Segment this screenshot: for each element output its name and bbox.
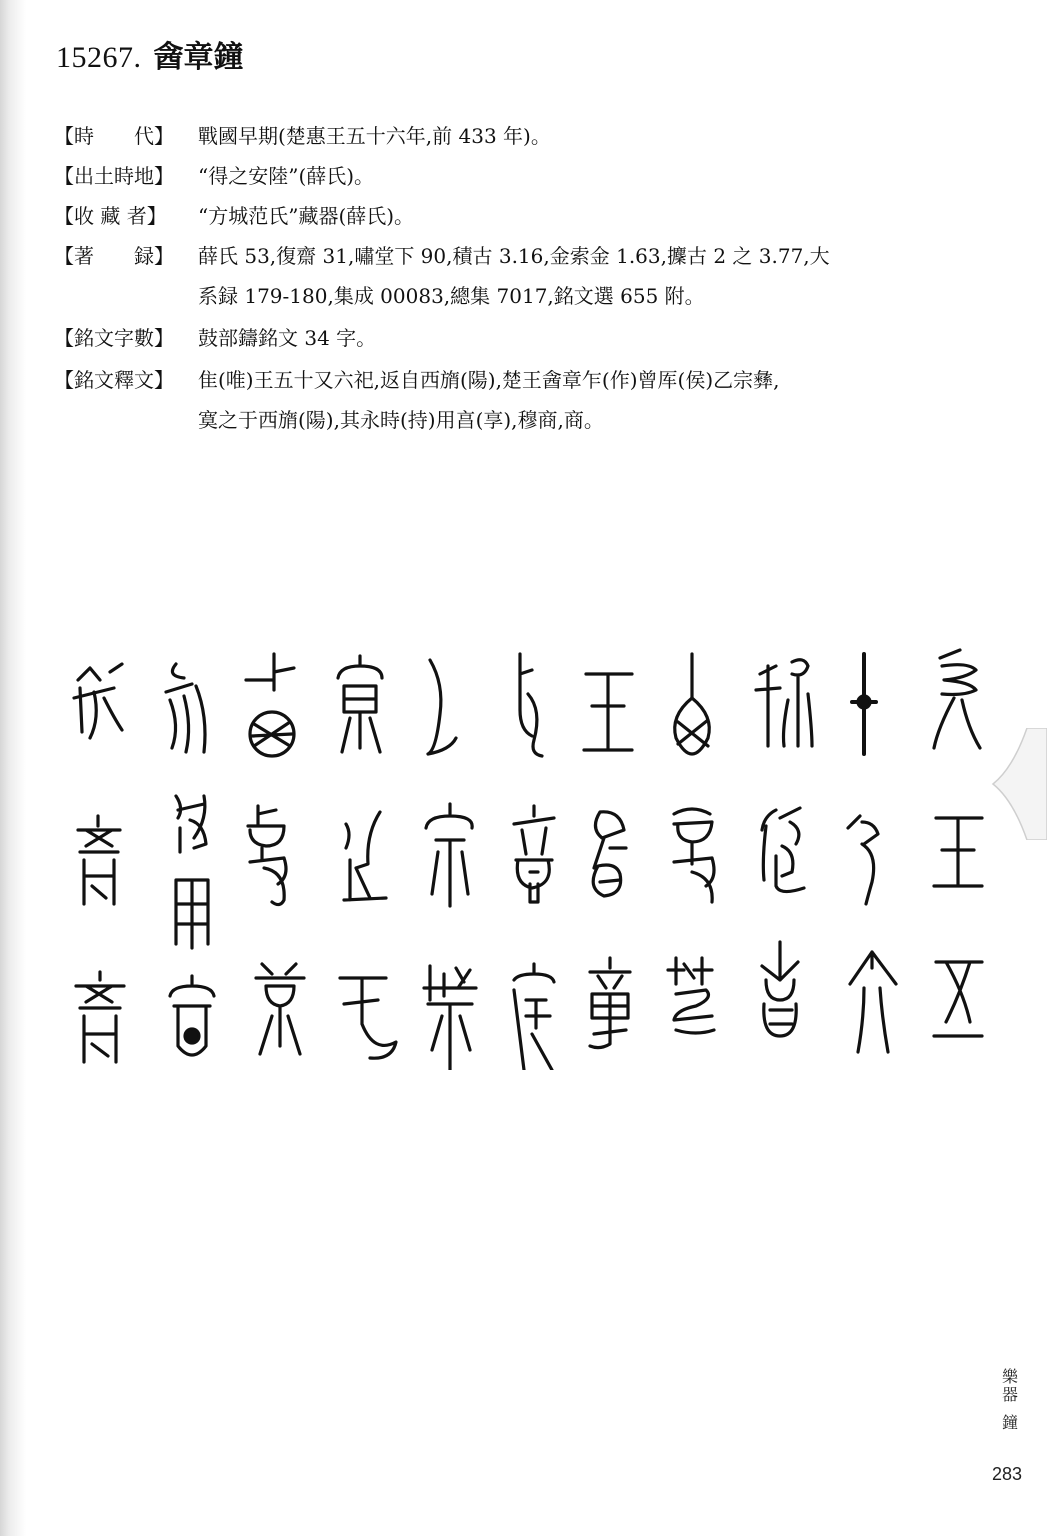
- glyph: [675, 654, 710, 754]
- field-value: 隹(唯)王五十又六祀,返自西旓(陽),楚王酓章乍(作)曾厍(侯)乙宗彝, 寞之于西旓(陽),其永時(持)用亯(享),穆商,商。: [198, 368, 780, 432]
- glyph: [246, 654, 294, 756]
- glyph: [762, 808, 804, 892]
- field-label: 【銘文字數】: [54, 326, 174, 350]
- field-value: 鼓部鑄銘文 34 字。: [198, 326, 377, 350]
- field-value: 戰國早期(楚惠王五十六年,前 433 年)。: [198, 124, 551, 148]
- entry-title: [56, 38, 244, 78]
- entry-bibliography: [54, 236, 994, 316]
- entry-period: [54, 116, 994, 156]
- glyph: [344, 812, 386, 900]
- glyph: [852, 654, 876, 754]
- glyph: [593, 812, 626, 896]
- glyph: [176, 796, 206, 852]
- glyph: [674, 809, 714, 902]
- glyph: [668, 958, 714, 1033]
- entry-number: 15267.: [56, 41, 142, 74]
- glyph: [934, 818, 982, 886]
- glyph: [520, 654, 542, 756]
- glyph: [256, 964, 304, 1054]
- glyph: [248, 806, 286, 905]
- glyph: [424, 966, 476, 1070]
- glyph: [426, 804, 472, 906]
- glyph: [762, 942, 798, 1036]
- glyph: [934, 650, 980, 748]
- field-value: 薛氏 53,復齋 31,嘯堂下 90,積古 3.16,金索金 1.63,攈古 2 之 3.77,大 系録 179-180,集成 00083,總集 7017,銘文選 655 附。: [198, 244, 830, 308]
- glyph: [514, 806, 554, 902]
- glyph: [756, 660, 812, 746]
- entry-provenance: [54, 156, 994, 196]
- glyph: [848, 816, 878, 904]
- field-label: 【出土時地】: [54, 164, 174, 188]
- glyph: [74, 664, 122, 738]
- glyph: [590, 958, 630, 1048]
- glyph: [76, 972, 124, 1062]
- glyph: [584, 674, 632, 750]
- page-edge-tab: [991, 728, 1047, 840]
- entry-name: 酓章鐘: [153, 40, 244, 75]
- glyph: [934, 962, 982, 1036]
- field-label: 【時 代】: [54, 124, 174, 148]
- glyph: [850, 952, 896, 1052]
- field-label: 【著 録】: [54, 244, 174, 268]
- subcategory-label: 鐘: [1001, 1413, 1018, 1432]
- glyph: [514, 964, 554, 1070]
- field-value: “得之安陸”(薛氏)。: [198, 164, 375, 188]
- glyph: [428, 660, 456, 754]
- inscription-rubbing: [60, 640, 990, 1070]
- glyph: [166, 664, 205, 752]
- glyph: [338, 656, 382, 752]
- field-label: 【收 藏 者】: [54, 204, 167, 228]
- field-value: “方城范氏”藏器(薛氏)。: [198, 204, 415, 228]
- field-label: 【銘文釋文】: [54, 368, 174, 392]
- glyph: [78, 816, 120, 904]
- glyph: [170, 976, 214, 1055]
- page-number: 283: [991, 1464, 1023, 1484]
- entry-collector: [54, 196, 994, 236]
- section-sidebar: [1000, 1368, 1020, 1432]
- book-gutter-shadow: [0, 0, 26, 1536]
- glyph: [176, 880, 208, 948]
- entry-char-count: [54, 318, 994, 358]
- glyph: [340, 978, 396, 1058]
- entry-transcription: [54, 360, 994, 440]
- category-label: 樂 器: [1001, 1367, 1018, 1404]
